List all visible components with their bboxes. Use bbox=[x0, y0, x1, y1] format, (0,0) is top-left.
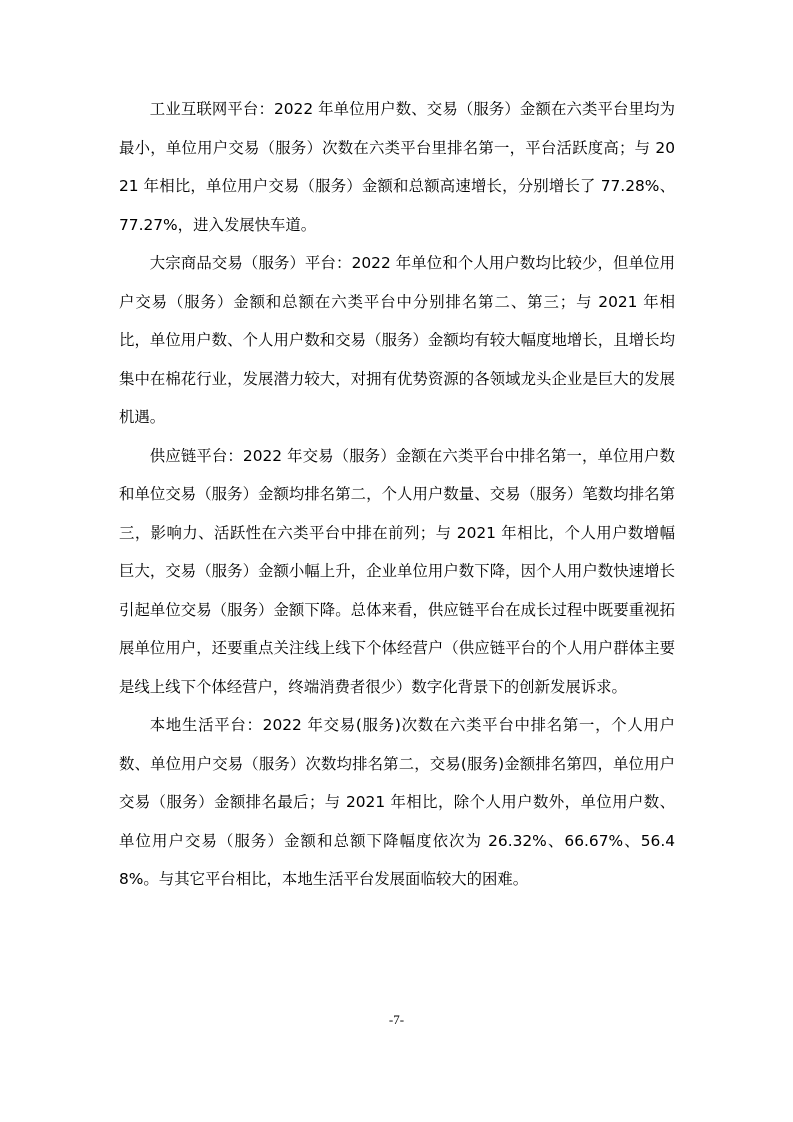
body-text bbox=[119, 90, 675, 899]
paragraph-supply-chain-platform: 供应链平台：2022 年交易（服务）金额在六类平台中排名第一，单位用户数和单位交易（服务）金额均排名第二，个人用户数量、交易（服务）笔数均排名第三，影响力、活跃性在六类平台中排在前列；与 2021 年相比，个人用户数增幅巨大，交易（服务）金额小幅上升，企业单位用户数下降，因个人用户数快速增长引起单位交易（服务）金额下降。总体来看，供应链平台在成长过程中既要重视拓展单位用户，还要重点关注线上线下个体经营户（供应链平台的个人用户群体主要是线上线下个体经营户，终端消费者很少）数字化背景下的创新发展诉求。 bbox=[119, 446, 675, 696]
paragraph-bulk-commodity-platform: 大宗商品交易（服务）平台：2022 年单位和个人用户数均比较少，但单位用户交易（服务）金额和总额在六类平台中分别排名第二、第三；与 2021 年相比，单位用户数、个人用户数和交易（服务）金额均有较大幅度地增长，且增长均集中在棉花行业，发展潜力较大，对拥有优势资源的各领域龙头企业是巨大的发展机遇。 bbox=[119, 254, 675, 426]
paragraph-industrial-internet-platform: 工业互联网平台：2022 年单位用户数、交易（服务）金额在六类平台里均为最小，单位用户交易（服务）次数在六类平台里排名第一，平台活跃度高；与 2021 年相比，单位用户交易（服务）金额和总额高速增长，分别增长了 77.28%、77.27%，进入发展快车道。 bbox=[119, 100, 675, 234]
paragraph-local-life-platform: 本地生活平台：2022 年交易(服务)次数在六类平台中排名第一，个人用户数、单位用户交易（服务）次数均排名第二，交易(服务)金额排名第四，单位用户交易（服务）金额排名最后；与 2021 年相比，除个人用户数外，单位用户数、单位用户交易（服务）金额和总额下降幅度依次为 26.32%、66.67%、56.48%。与其它平台相比，本地生活平台发展面临较大的困难。 bbox=[119, 716, 675, 888]
page-number: -7- bbox=[388, 1012, 405, 1027]
